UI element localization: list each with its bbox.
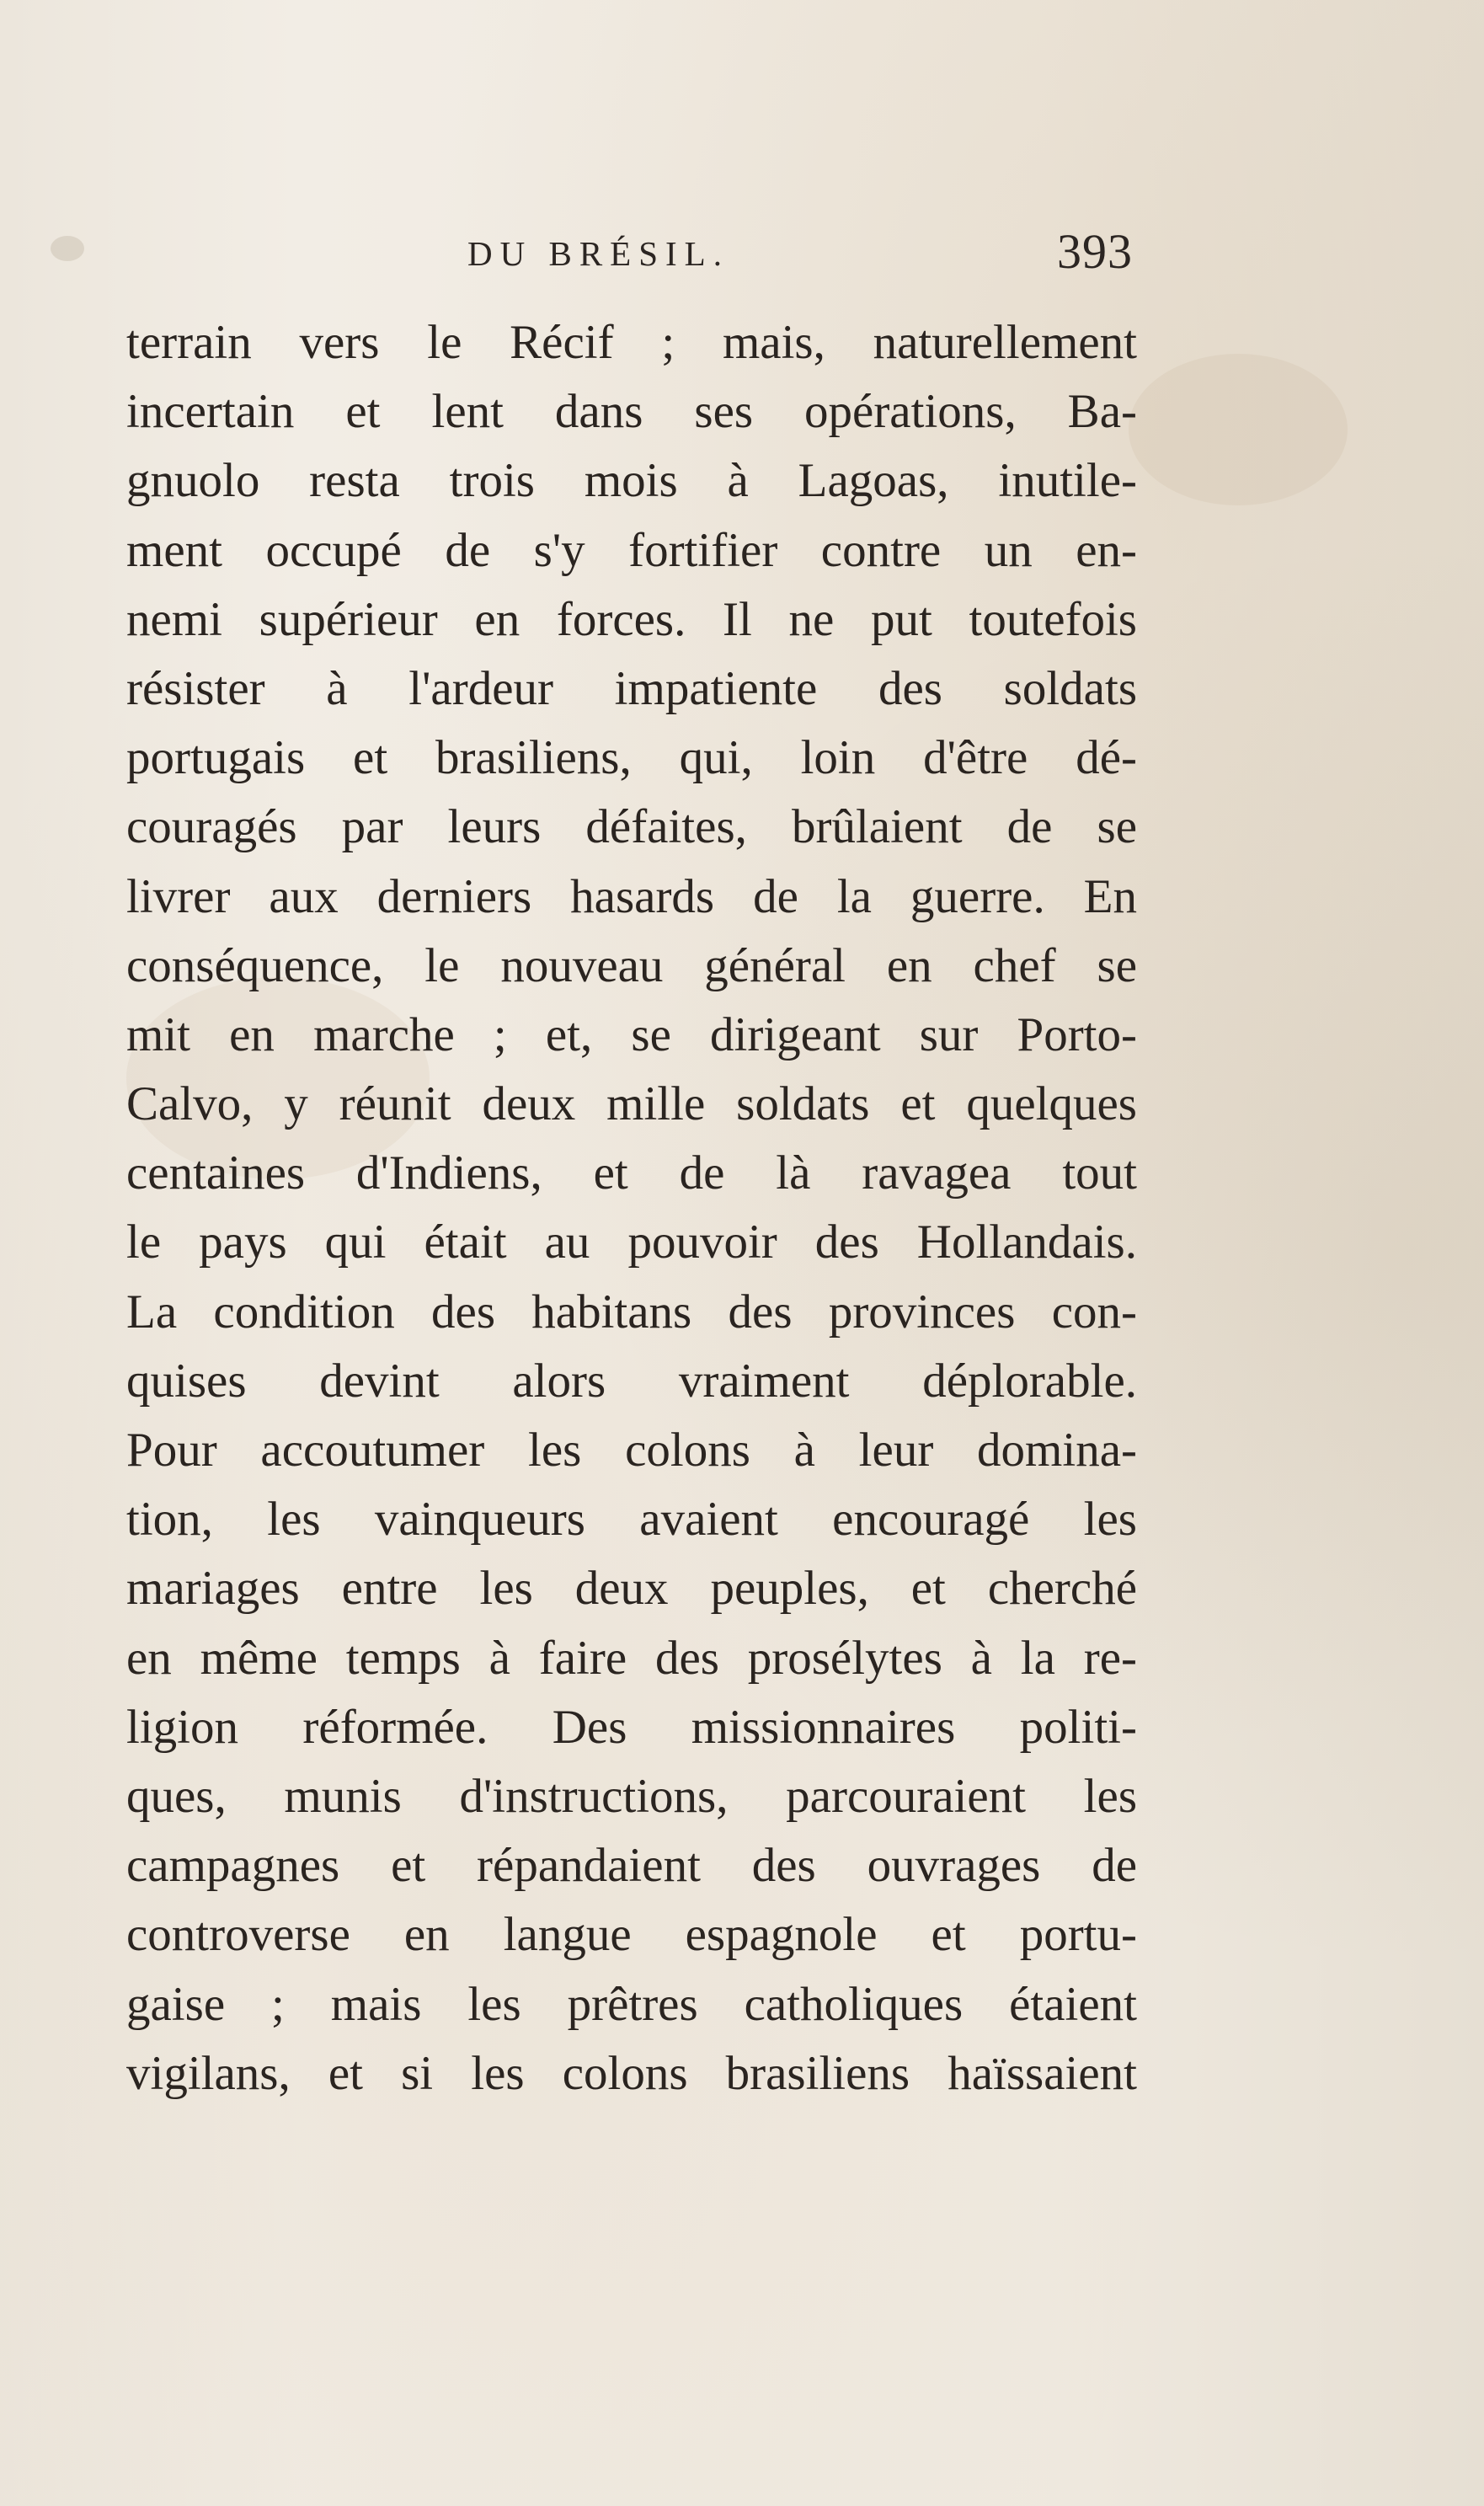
text-line: centaines d'Indiens, et de là ravagea tout [126,1146,1137,1200]
text-line: tion, les vainqueurs avaient encouragé les [126,1493,1137,1547]
text-line: en même temps à faire des prosélytes à la re- [126,1631,1137,1685]
text-line: Pour accoutumer les colons à leur domina- [126,1424,1137,1477]
paper-stain [1129,354,1348,505]
text-line: mit en marche ; et, se dirigeant sur Porto- [126,1007,1137,1061]
paper-stain [51,236,84,261]
body-text [126,308,1137,2108]
text-line: quises devint alors vraiment déplorable. [126,1354,1137,1408]
page-number: 393 [1057,224,1133,279]
text-line: vigilans, et si les colons brasiliens haïssaient [126,2046,1137,2100]
text-line: le pays qui était au pouvoir des Hollandais. [126,1216,1137,1269]
text-line: nemi supérieur en forces. Il ne put toutefois [126,592,1137,646]
text-line: livrer aux derniers hasards de la guerre. En [126,869,1137,923]
text-line: conséquence, le nouveau général en chef se [126,938,1137,992]
text-line: campagnes et répandaient des ouvrages de [126,1839,1137,1893]
text-line: mariages entre les deux peuples, et cherché [126,1562,1137,1616]
text-line: controverse en langue espagnole et portu- [126,1908,1137,1962]
text-line: ques, munis d'instructions, parcouraient les [126,1769,1137,1823]
text-line: résister à l'ardeur impatiente des soldats [126,661,1137,715]
section-title: DU BRÉSIL. [467,234,729,273]
text-line: couragés par leurs défaites, brûlaient de se [126,800,1137,854]
text-line: ment occupé de s'y fortifier contre un en- [126,523,1137,577]
text-line: Calvo, y réunit deux mille soldats et quelques [126,1077,1137,1131]
text-line: portugais et brasiliens, qui, loin d'être dé- [126,731,1137,785]
running-head [467,223,1133,291]
text-line: ligion réformée. Des missionnaires politi- [126,1700,1137,1754]
text-line: La condition des habitans des provinces con- [126,1285,1137,1338]
text-line: gnuolo resta trois mois à Lagoas, inutile- [126,454,1137,508]
text-line: gaise ; mais les prêtres catholiques étaient [126,1977,1137,2031]
text-line: incertain et lent dans ses opérations, Ba- [126,385,1137,439]
text-line: terrain vers le Récif ; mais, naturellement [126,316,1137,369]
